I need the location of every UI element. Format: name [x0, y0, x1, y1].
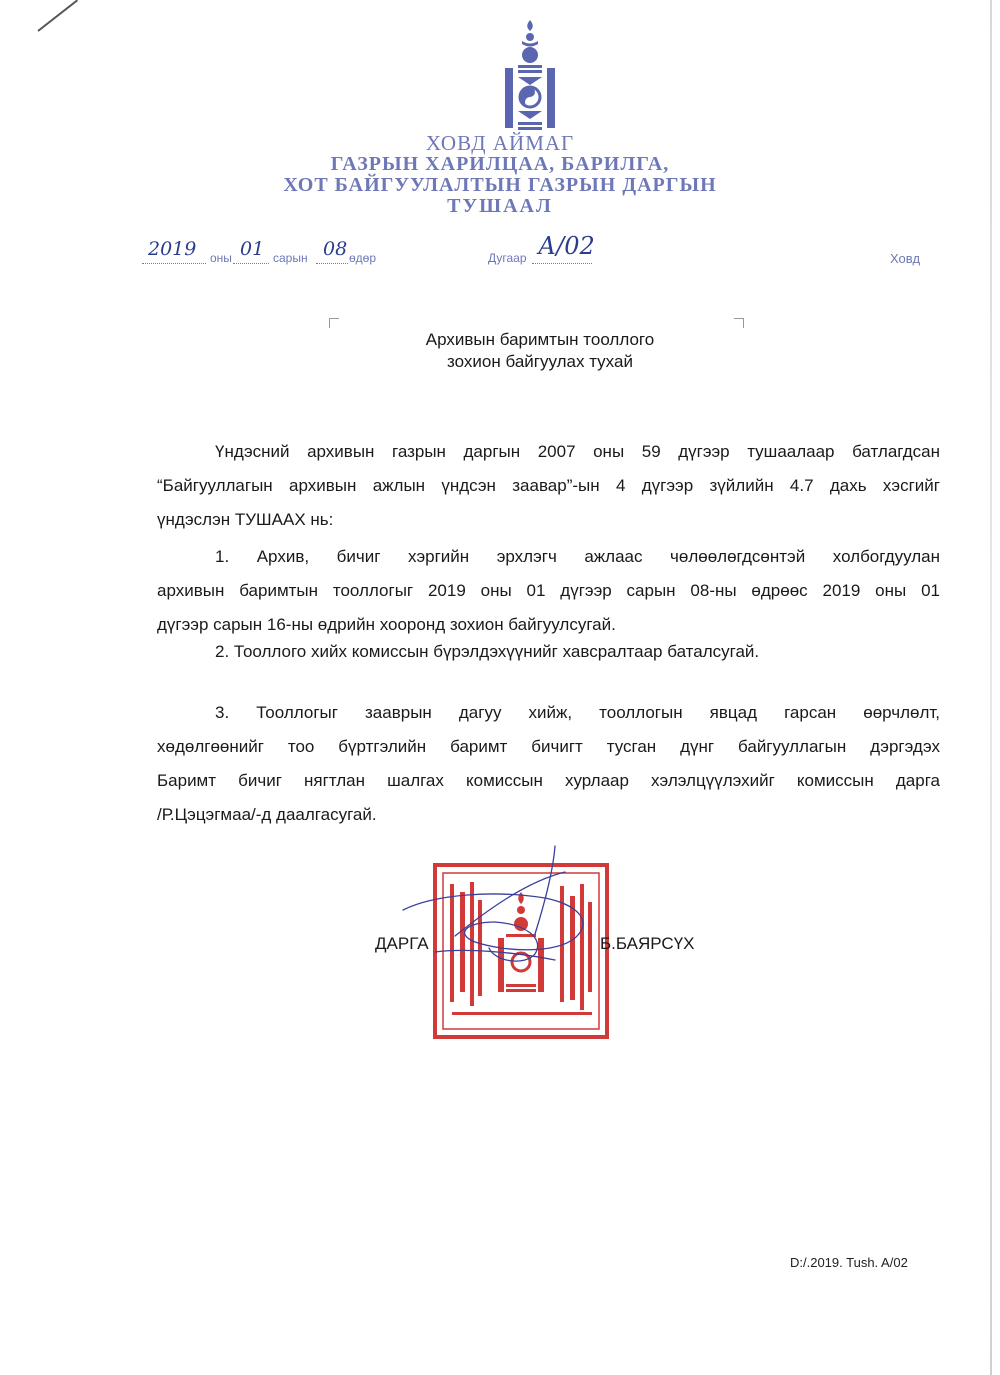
signatory-position: ДАРГА — [375, 934, 429, 953]
item3-line: 3. Тооллогыг зааврын дагуу хийж, тооллогын явцад гарсан өөрчлөлт, — [215, 703, 940, 722]
item1-line: дүгээр сарын 16-ны өдрийн хооронд зохион байгуулсугай. — [157, 615, 616, 634]
header-organization-line1: ГАЗРЫН ХАРИЛЦАА, БАРИЛГА, — [330, 153, 670, 175]
order-item-3 — [157, 696, 940, 832]
intro-line: үндэслэн ТУШААХ нь: — [157, 510, 334, 529]
date-day: 08 — [323, 238, 348, 260]
item2-line: 2. Тооллого хийх комиссын бүрэлдэхүүнийг хавсралтаар баталсугай. — [215, 642, 760, 661]
number-label: Дугаар — [488, 251, 527, 265]
state-emblem-icon — [505, 18, 555, 136]
header-region: ХОВД АЙМАГ — [425, 131, 575, 155]
header-document-type: ТУШААЛ — [447, 195, 553, 217]
day-label: өдөр — [349, 251, 377, 265]
intro-paragraph — [157, 435, 940, 537]
place-label: Ховд — [890, 251, 921, 266]
file-reference: D:/.2019. Tush. A/02 — [790, 1255, 908, 1270]
document-title-line2: зохион байгуулах тухай — [447, 352, 633, 371]
header-organization-line2: ХОТ БАЙГУУЛАЛТЫН ГАЗРЫН ДАРГЫН — [283, 174, 717, 196]
intro-line: “Байгууллагын архивын ажлын үндсэн заавар”-ын 4 дүгээр зүйлийн 4.7 дахь хэсгийг — [157, 476, 940, 495]
date-year: 2019 — [148, 238, 197, 260]
order-item-2 — [157, 635, 940, 669]
item3-line: /Р.Цэцэгмаа/-д даалгасугай. — [157, 805, 377, 824]
date-month: 01 — [240, 238, 265, 260]
title-bracket-left — [329, 318, 339, 328]
year-underline — [142, 262, 206, 264]
day-underline — [316, 262, 348, 264]
date-number-row — [0, 232, 1000, 268]
order-item-1 — [157, 540, 940, 642]
signatory-name: Б.БАЯРСҮХ — [600, 934, 695, 953]
item1-line: 1. Архив, бичиг хэргийн эрхлэгч ажлаас чөлөөлөгдсөнтэй холбогдуулан — [215, 547, 940, 566]
item3-line: хөдөлгөөнийг тоо бүртгэлийн баримт бичигт тусган дүнг байгууллагын дэргэдэх — [157, 737, 940, 756]
intro-line: Үндэсний архивын газрын даргын 2007 оны 59 дүгээр тушаалаар батлагдсан — [215, 442, 940, 461]
month-label: сарын — [273, 251, 308, 265]
document-number: А/02 — [538, 232, 595, 260]
item1-line: архивын баримтын тооллогыг 2019 оны 01 дүгээр сарын 08-ны өдрөөс 2019 оны 01 — [157, 581, 940, 600]
year-label: оны — [210, 251, 232, 265]
month-underline — [233, 262, 269, 264]
pen-mark — [37, 0, 78, 32]
handwritten-signature — [395, 842, 635, 972]
item3-line: Баримт бичиг нягтлан шалгах комиссын хурлаар хэлэлцүүлэхийг комиссын дарга — [157, 771, 940, 790]
document-title-line1: Архивын баримтын тооллого — [425, 330, 655, 349]
number-underline — [532, 262, 592, 264]
title-bracket-right — [734, 318, 744, 328]
